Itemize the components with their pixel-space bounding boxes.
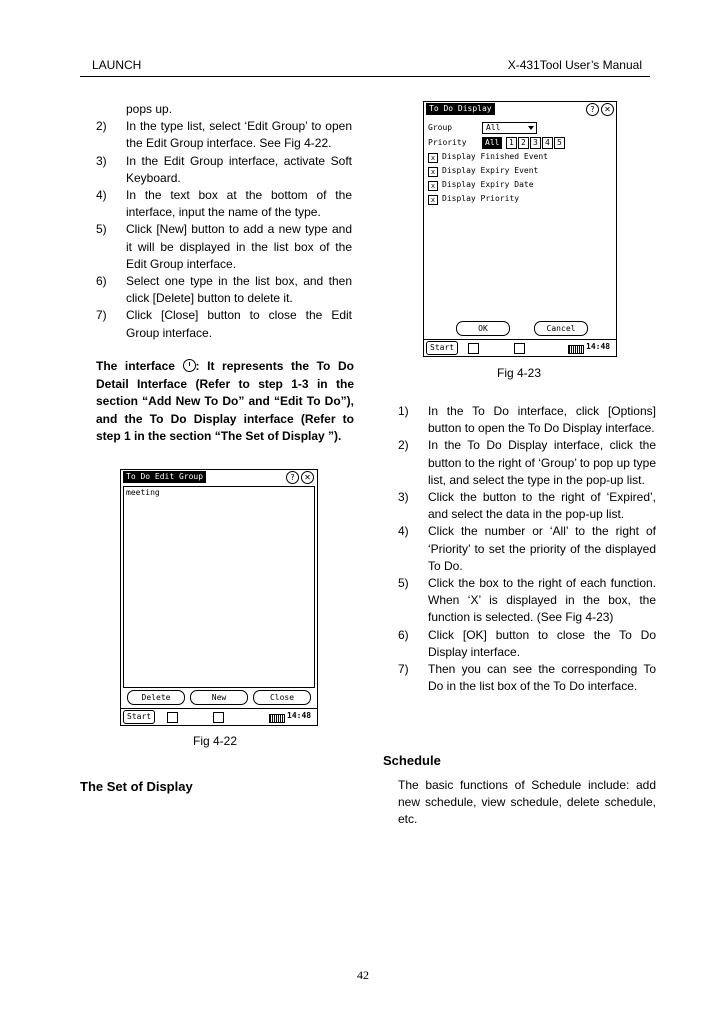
interface-para-before: The interface — [96, 359, 175, 373]
checkbox[interactable]: x — [428, 195, 438, 205]
clock-time: 14:48 — [287, 711, 312, 720]
start-button[interactable]: Start — [426, 341, 458, 355]
step-text: Click the button to the right of ‘Expired’, and select the data in the pop-up list. — [428, 490, 656, 522]
right-step-1 — [398, 403, 656, 437]
left-step-3 — [96, 153, 352, 187]
taskbar — [424, 339, 616, 356]
priority-option-3[interactable]: 3 — [530, 137, 541, 149]
checkbox[interactable]: x — [428, 167, 438, 177]
step-number: 7) — [96, 308, 107, 323]
priority-option-4[interactable]: 4 — [542, 137, 553, 149]
left-step-5 — [96, 221, 352, 273]
group-label: Group — [428, 123, 453, 132]
set-of-display-heading: The Set of Display — [80, 779, 193, 794]
step-number: 2) — [96, 119, 107, 134]
left-step-4 — [96, 187, 352, 221]
page-number: 42 — [357, 968, 369, 982]
list-item[interactable]: meeting — [126, 488, 160, 497]
group-select[interactable] — [482, 122, 537, 134]
right-step-6 — [398, 627, 656, 661]
step-number: 2) — [398, 438, 409, 453]
step-number: 3) — [398, 490, 409, 505]
step-number: 6) — [96, 274, 107, 289]
chevron-down-icon — [528, 126, 534, 130]
schedule-paragraph: The basic functions of Schedule include: add new schedule, view schedule, delete schedule, etc. — [398, 778, 656, 827]
checkbox[interactable]: x — [428, 181, 438, 191]
header-rule — [80, 76, 650, 77]
priority-option-5[interactable]: 5 — [554, 137, 565, 149]
left-step-1 — [96, 101, 352, 118]
app-icon[interactable] — [167, 712, 178, 723]
check-label: Display Expiry Event — [442, 166, 539, 175]
step-number: 3) — [96, 153, 107, 168]
app-icon[interactable] — [468, 343, 479, 354]
priority-option-2[interactable]: 2 — [518, 137, 529, 149]
check-label: Display Finished Event — [442, 152, 548, 161]
step-text: Click the box to the right of each function. When ‘X’ is displayed in the box, the function is selected. (See Fig 4-23) — [428, 576, 656, 625]
step-number: 4) — [96, 188, 107, 203]
help-icon[interactable]: ? — [586, 103, 599, 116]
figure-caption-4-22: Fig 4-22 — [193, 734, 238, 748]
todo-display-titlebar — [424, 102, 616, 116]
priority-option-all[interactable]: All — [482, 137, 502, 149]
keyboard-icon[interactable] — [568, 345, 584, 354]
left-step-7 — [96, 307, 352, 341]
step-text: In the type list, select ‘Edit Group’ to open the Edit Group interface. See Fig 4-22. — [126, 119, 352, 151]
step-number: 1) — [398, 404, 409, 418]
right-step-5 — [398, 575, 656, 627]
group-value: All — [486, 123, 501, 132]
step-text: Click [OK] button to close the To Do Display interface. — [428, 627, 656, 659]
step-text: In the text box at the bottom of the interface, input the name of the type. — [126, 188, 352, 220]
right-step-7 — [398, 661, 656, 695]
step-text: pops up. — [126, 102, 173, 116]
clock-icon — [183, 359, 196, 372]
priority-label: Priority — [428, 138, 467, 147]
priority-option-1[interactable]: 1 — [506, 137, 517, 149]
delete-button[interactable]: Delete — [127, 690, 185, 705]
schedule-heading: Schedule — [383, 753, 441, 768]
taskbar — [121, 708, 317, 725]
help-icon[interactable]: ? — [286, 471, 299, 484]
right-step-2 — [398, 437, 656, 489]
step-text: In the To Do interface, click [Options] button to open the To Do Display interface. — [428, 404, 656, 436]
check-display-expiry-date[interactable] — [428, 181, 608, 191]
edit-group-screen — [120, 469, 318, 726]
check-display-priority[interactable] — [428, 195, 608, 205]
step-text: Click [New] button to add a new type and it will be displayed in the list box of the Edit Group interface. — [126, 222, 352, 271]
tray-icon[interactable] — [514, 343, 525, 354]
close-icon[interactable]: ✕ — [601, 103, 614, 116]
close-button[interactable]: Close — [253, 690, 311, 705]
left-step-6 — [96, 273, 352, 307]
header-right: X-431Tool User’s Manual — [507, 58, 642, 72]
group-list-box[interactable] — [123, 486, 315, 688]
keyboard-icon[interactable] — [269, 714, 285, 723]
figure-caption-4-23: Fig 4-23 — [497, 366, 542, 380]
step-text: In the Edit Group interface, activate Soft Keyboard. — [126, 153, 352, 185]
ok-button[interactable]: OK — [456, 321, 510, 336]
check-display-finished[interactable] — [428, 153, 608, 163]
priority-row — [428, 138, 562, 147]
checkbox[interactable]: x — [428, 153, 438, 163]
interface-para-after: : It represents the To Do Detail Interface (Refer to step 1-3 in the section “Add New To Do” and “Edit To Do”), and the To Do Display interface (Refer to step 1 in the section “The Set of Display ”). — [96, 359, 354, 443]
new-button[interactable]: New — [190, 690, 248, 705]
check-label: Display Priority — [442, 194, 520, 203]
step-text: Click [Close] button to close the Edit Group interface. — [126, 308, 352, 340]
right-step-3 — [398, 489, 656, 523]
edit-group-titlebar — [121, 470, 317, 484]
header-left: LAUNCH — [92, 58, 142, 72]
step-number: 7) — [398, 662, 409, 677]
tray-icon[interactable] — [213, 712, 224, 723]
step-text: Select one type in the list box, and then click [Delete] button to delete it. — [126, 274, 352, 306]
step-text: Then you can see the corresponding To Do in the list box of the To Do interface. — [428, 662, 656, 694]
step-number: 6) — [398, 627, 409, 642]
check-label: Display Expiry Date — [442, 180, 534, 189]
right-steps — [398, 403, 656, 695]
right-step-4 — [398, 523, 656, 575]
cancel-button[interactable]: Cancel — [534, 321, 588, 336]
start-button[interactable]: Start — [123, 710, 155, 724]
step-number: 5) — [398, 576, 409, 591]
group-row — [428, 123, 501, 132]
clock-time: 14:48 — [586, 342, 611, 351]
close-icon[interactable]: ✕ — [301, 471, 314, 484]
step-number: 5) — [96, 222, 107, 237]
todo-display-screen — [423, 101, 617, 357]
step-text: In the To Do Display interface, click the button to the right of ‘Group’ to pop up type list, and select the type in the pop-up list. — [428, 438, 656, 487]
check-display-expiry-event[interactable] — [428, 167, 608, 177]
interface-paragraph — [96, 358, 354, 446]
step-number: 4) — [398, 524, 409, 539]
left-step-2 — [96, 118, 352, 152]
left-steps — [96, 101, 352, 342]
todo-display-title: To Do Display — [426, 103, 495, 115]
step-text: Click the number or ‘All’ to the right of ‘Priority’ to set the priority of the displayed To Do. — [428, 524, 656, 573]
edit-group-title: To Do Edit Group — [123, 471, 206, 483]
